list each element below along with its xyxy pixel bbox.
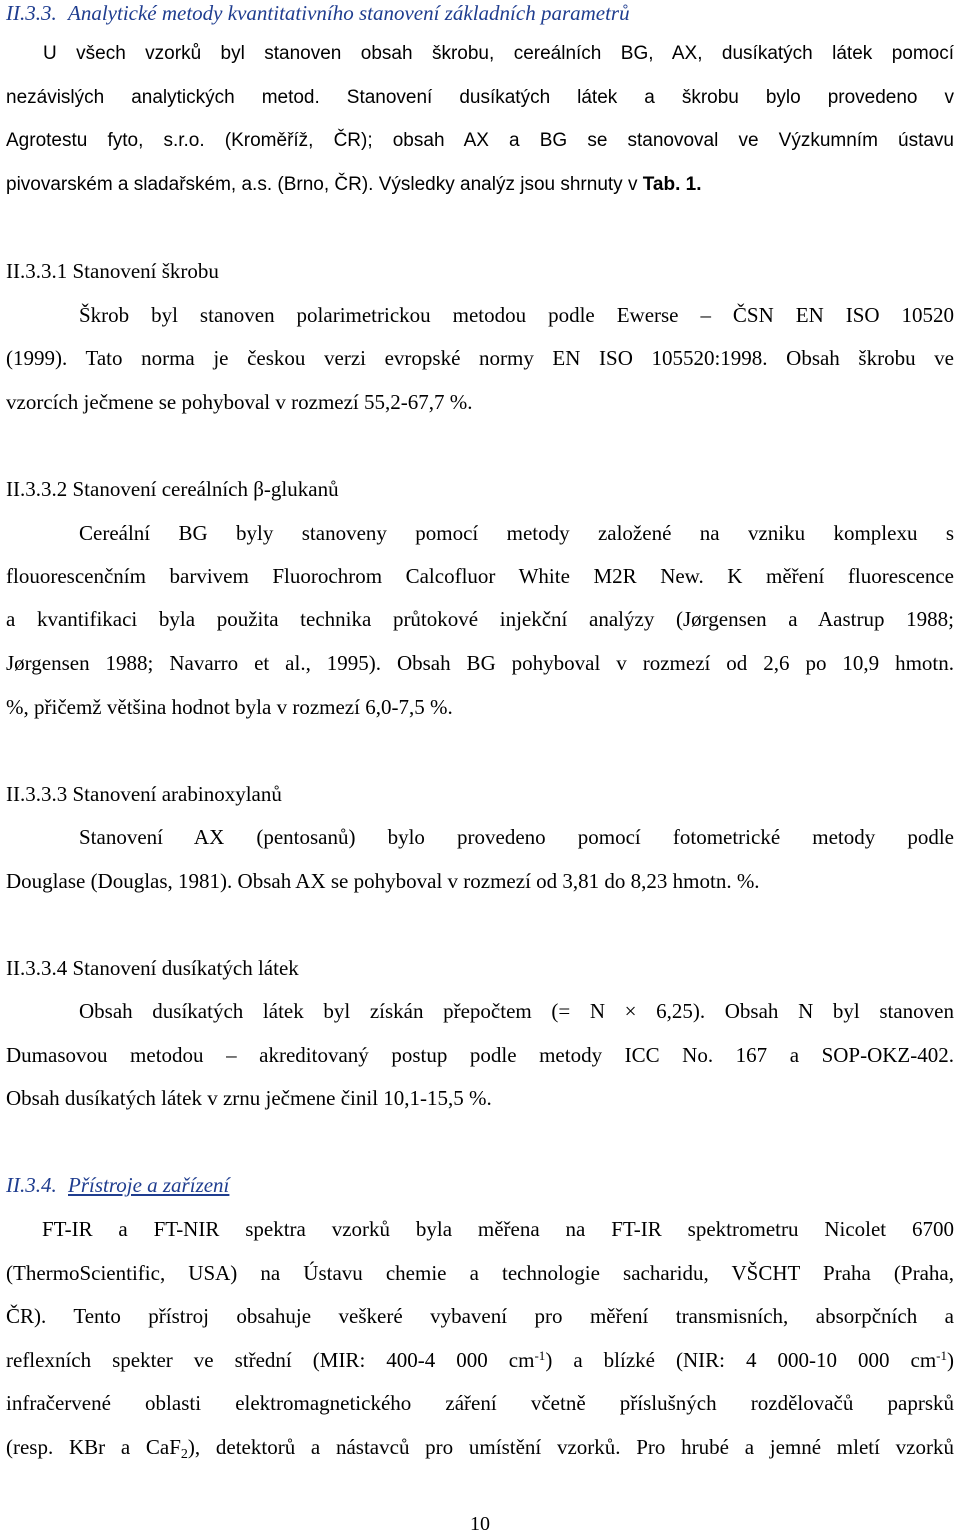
instruments-line-2: (ThermoScientific, USA) na Ústavu chemie a technologie sacharidu, VŠCHT Praha (Praha, [6,1261,954,1285]
superscript-inverse-cm: -1 [534,1348,546,1363]
mir-range-text: reflexních spekter ve střední (MIR: 400-4 000 cm [6,1348,535,1372]
starch-line-1: Škrob byl stanoven polarimetrickou metodou podle Ewerse – ČSN EN ISO 10520 [79,303,954,327]
superscript-inverse-cm: -1 [936,1348,947,1363]
glucans-line-1: Cereální BG byly stanoveny pomocí metody založené na vzniku komplexu s [79,521,954,545]
kbr-caf-text: (resp. KBr a CaF [6,1435,181,1459]
page-number: 10 [470,1513,490,1535]
section-title: Analytické metody kvantitativního stanovení základních parametrů [68,1,630,25]
instruments-line-5: infračervené oblasti elektromagnetického záření včetně příslušných rozdělovačů paprsků [6,1391,954,1415]
starch-line-3: vzorcích ječmene se pohyboval v rozmezí 55,2-67,7 %. [6,390,473,414]
section-number: II.3.3. [6,1,57,25]
arabinoxylans-line-2: Douglase (Douglas, 1981). Obsah AX se pohyboval v rozmezí od 3,81 do 8,23 hmotn. %. [6,869,760,893]
nir-range-text: ) a blízké (NIR: 4 000-10 000 cm [545,1348,937,1372]
intro-line-4 [6,172,954,198]
section-title: Přístroje a zařízení [68,1173,230,1197]
instruments-line-1: FT-IR a FT-NIR spektra vzorků byla měřena na FT-IR spektrometru Nicolet 6700 [42,1217,954,1241]
section-number: II.3.4. [6,1173,57,1197]
intro-line-3: Agrotestu fyto, s.r.o. (Kroměříž, ČR); obsah AX a BG se stanovoval ve Výzkumním ústavu [6,130,954,151]
closing-paren: ) [947,1348,954,1372]
table-reference: Tab. 1. [642,174,702,195]
instruments-line-3: ČR). Tento přístroj obsahuje veškeré vybavení pro měření transmisních, absorpčních a [6,1304,954,1328]
nitrogen-line-1: Obsah dusíkatých látek byl získán přepočtem (= N × 6,25). Obsah N byl stanoven [79,999,954,1023]
nitrogen-line-3: Obsah dusíkatých látek v zrnu ječmene činil 10,1-15,5 %. [6,1086,492,1110]
glucans-line-5: %, přičemž většina hodnot byla v rozmezí 6,0-7,5 %. [6,695,453,719]
subscript-two: 2 [180,1447,188,1462]
intro-line-2: nezávislých analytických metod. Stanovení dusíkatých látek a škrobu bylo provedeno v [6,87,954,108]
detectors-text: ), detektorů a nástavců pro umístění vzorků. Pro hrubé a jemné mletí vzorků [187,1435,954,1459]
glucans-line-3: a kvantifikaci byla použita technika průtokové injekční analýzy (Jørgensen a Aastrup 1988; [6,607,954,631]
intro-line-4-text: pivovarském a sladařském, a.s. (Brno, ČR). Výsledky analýz jsou shrnuty v [6,174,643,195]
arabinoxylans-line-1: Stanovení AX (pentosanů) bylo provedeno pomocí fotometrické metody podle [79,825,954,849]
starch-line-2: (1999). Tato norma je českou verzi evropské normy EN ISO 105520:1998. Obsah škrobu ve [6,346,954,370]
instruments-line-4 [6,1347,954,1373]
subsection-heading-glucans: II.3.3.2 Stanovení cereálních β-glukanů [6,477,339,501]
nitrogen-line-2: Dumasovou metodou – akreditovaný postup podle metody ICC No. 167 a SOP-OKZ-402. [6,1043,954,1067]
glucans-line-2: flouorescenčním barvivem Fluorochrom Calcofluor White M2R New. K měření fluorescence [6,564,954,588]
instruments-line-6 [6,1434,954,1464]
subsection-heading-arabinoxylans: II.3.3.3 Stanovení arabinoxylanů [6,782,282,806]
subsection-heading-nitrogen: II.3.3.4 Stanovení dusíkatých látek [6,956,299,980]
section-heading-3-3 [6,0,954,26]
intro-line-1: U všech vzorků byl stanoven obsah škrobu, cereálních BG, AX, dusíkatých látek pomocí [43,43,954,64]
glucans-line-4: Jørgensen 1988; Navarro et al., 1995). Obsah BG pohyboval v rozmezí od 2,6 po 10,9 hmotn. [6,651,954,675]
subsection-heading-starch: II.3.3.1 Stanovení škrobu [6,259,219,283]
section-heading-3-4 [6,1172,954,1198]
